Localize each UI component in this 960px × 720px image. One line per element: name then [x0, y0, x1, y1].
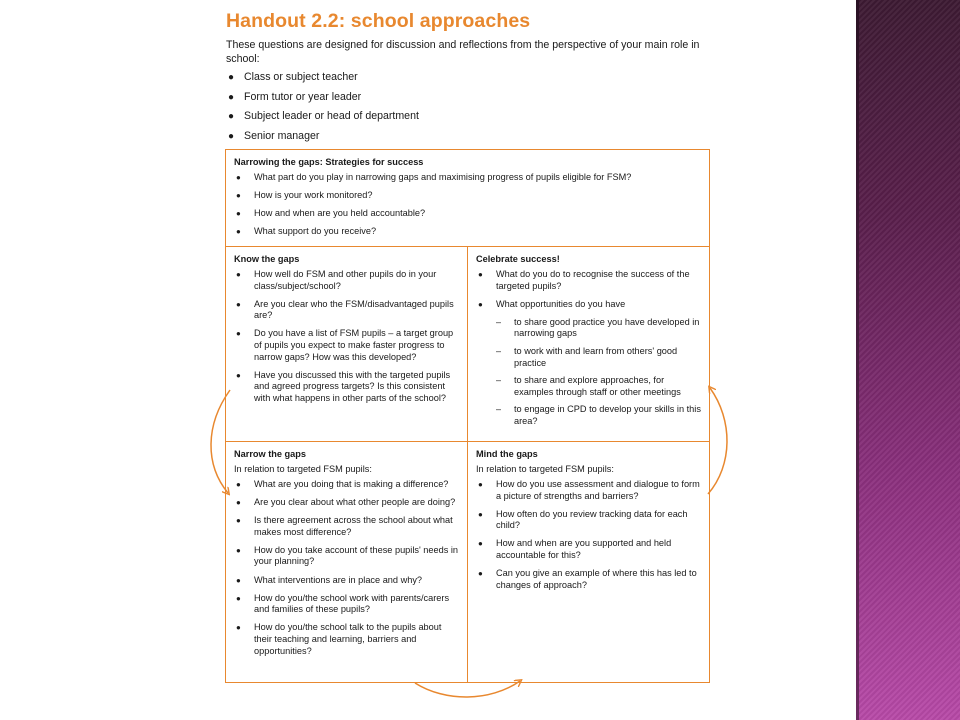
section-heading: Celebrate success! [476, 254, 560, 264]
dash-icon: – [496, 345, 502, 356]
list-item: ● What part do you play in narrowing gaps and maximising progress of pupils eligible for FSM? [236, 172, 632, 182]
list-item: ● What do you do to recognise the success of the targeted pupils? [478, 269, 690, 291]
bullet-icon: ● [236, 480, 241, 489]
bullet-icon: ● [228, 72, 235, 83]
list-item: ● What are you doing that is making a difference? [236, 479, 449, 489]
handout-page [224, 0, 714, 720]
bullet-icon: ● [236, 623, 241, 633]
list-item: ● Is there agreement across the school about what makes most difference? [236, 515, 453, 537]
section-narrow-the-gaps [226, 442, 468, 682]
list-item: ● Subject leader or head of department [228, 110, 419, 122]
question-list [234, 479, 459, 657]
list-item: ● How and when are you supported and held accountable for this? [478, 538, 672, 560]
bullet-icon: ● [478, 480, 483, 489]
question-list [476, 269, 701, 428]
bullet-icon: ● [236, 516, 241, 526]
list-item: ● How well do FSM and other pupils do in your class/subject/school? [236, 269, 437, 291]
list-item: ● Do you have a list of FSM pupils – a target group of pupils you expect to make faster progress to narrow gaps? How was this developed? [236, 328, 454, 362]
section-heading: Narrow the gaps [234, 449, 306, 459]
bullet-icon: ● [478, 569, 483, 579]
bullet-icon: ● [228, 111, 235, 122]
list-item: ● Senior manager [228, 129, 320, 142]
list-item: – to share and explore approaches, for examples through staff or other meetings [496, 375, 681, 397]
list-item: ● Can you give an example of where this has led to changes of approach? [478, 568, 697, 590]
list-item: ● How do you take account of these pupils' needs in your planning? [236, 544, 459, 567]
section-heading: Know the gaps [234, 254, 300, 264]
bullet-icon: ● [236, 270, 241, 279]
bullet-icon: ● [236, 498, 241, 508]
list-item: ● How and when are you held accountable? [236, 208, 426, 219]
section-mind-the-gaps [468, 442, 709, 682]
dash-icon: – [496, 375, 502, 386]
list-item: ● How do you use assessment and dialogue to form a picture of strengths and barriers? [478, 479, 700, 501]
bullet-icon: ● [236, 545, 241, 555]
bullet-icon: ● [236, 173, 241, 182]
list-item: ● Have you discussed this with the targeted pupils and agreed progress targets? Is this consistent with what happens in other parts of the school? [236, 369, 451, 403]
decorative-side-panel [856, 0, 960, 720]
section-narrowing-strategies [226, 150, 709, 247]
bullet-icon: ● [236, 593, 241, 603]
question-list [234, 269, 459, 404]
list-item: – to share good practice you have developed in narrowing gaps [496, 316, 700, 339]
dash-icon: – [496, 316, 502, 327]
list-item: – to engage in CPD to develop your skills in this area? [496, 404, 701, 426]
handout-intro: These questions are designed for discussion and reflections from the perspective of your main role in school: [226, 39, 700, 65]
list-item: ● How do you/the school work with parents/carers and families of these pupils? [236, 592, 450, 615]
list-item: ● How is your work monitored? [236, 190, 373, 201]
list-item: ● What interventions are in place and why? [236, 574, 423, 585]
bullet-icon: ● [236, 575, 241, 585]
handout-title: Handout 2.2: school approaches [226, 10, 531, 32]
list-item: ● Are you clear about what other people are doing? [236, 497, 456, 508]
bullet-icon: ● [236, 209, 241, 219]
dash-icon: – [496, 404, 502, 415]
list-item: ● Are you clear who the FSM/disadvantaged pupils are? [236, 298, 454, 321]
bullet-icon: ● [478, 509, 483, 519]
bullet-icon: ● [478, 539, 483, 549]
section-celebrate-success [468, 247, 709, 442]
question-list [476, 479, 701, 591]
bullet-icon: ● [236, 370, 241, 380]
bullet-icon: ● [236, 329, 241, 339]
section-subheading: In relation to targeted FSM pupils: [234, 464, 372, 474]
bullet-icon: ● [478, 270, 483, 279]
strategy-grid [225, 149, 710, 683]
list-item: ● Form tutor or year leader [228, 90, 362, 103]
list-item: ● How do you/the school talk to the pupils about their teaching and learning, barriers and opportunities? [236, 622, 442, 656]
bullet-icon: ● [236, 227, 241, 237]
bullet-icon: ● [236, 191, 241, 201]
list-item: ● What support do you receive? [236, 226, 377, 237]
bullet-icon: ● [478, 299, 483, 309]
list-item: ● What opportunities do you have [478, 298, 626, 309]
bullet-icon: ● [236, 299, 241, 309]
section-heading: Mind the gaps [476, 449, 538, 459]
list-item: ● Class or subject teacher [228, 71, 358, 83]
roles-list [224, 71, 419, 149]
question-list [234, 172, 701, 238]
section-know-the-gaps [226, 247, 468, 442]
section-subheading: In relation to targeted FSM pupils: [476, 464, 614, 474]
bullet-icon: ● [228, 91, 235, 103]
list-item: – to work with and learn from others' good practice [496, 345, 678, 368]
bullet-icon: ● [228, 130, 235, 142]
list-item: ● How often do you review tracking data for each child? [478, 508, 688, 531]
section-heading: Narrowing the gaps: Strategies for success [234, 157, 424, 167]
